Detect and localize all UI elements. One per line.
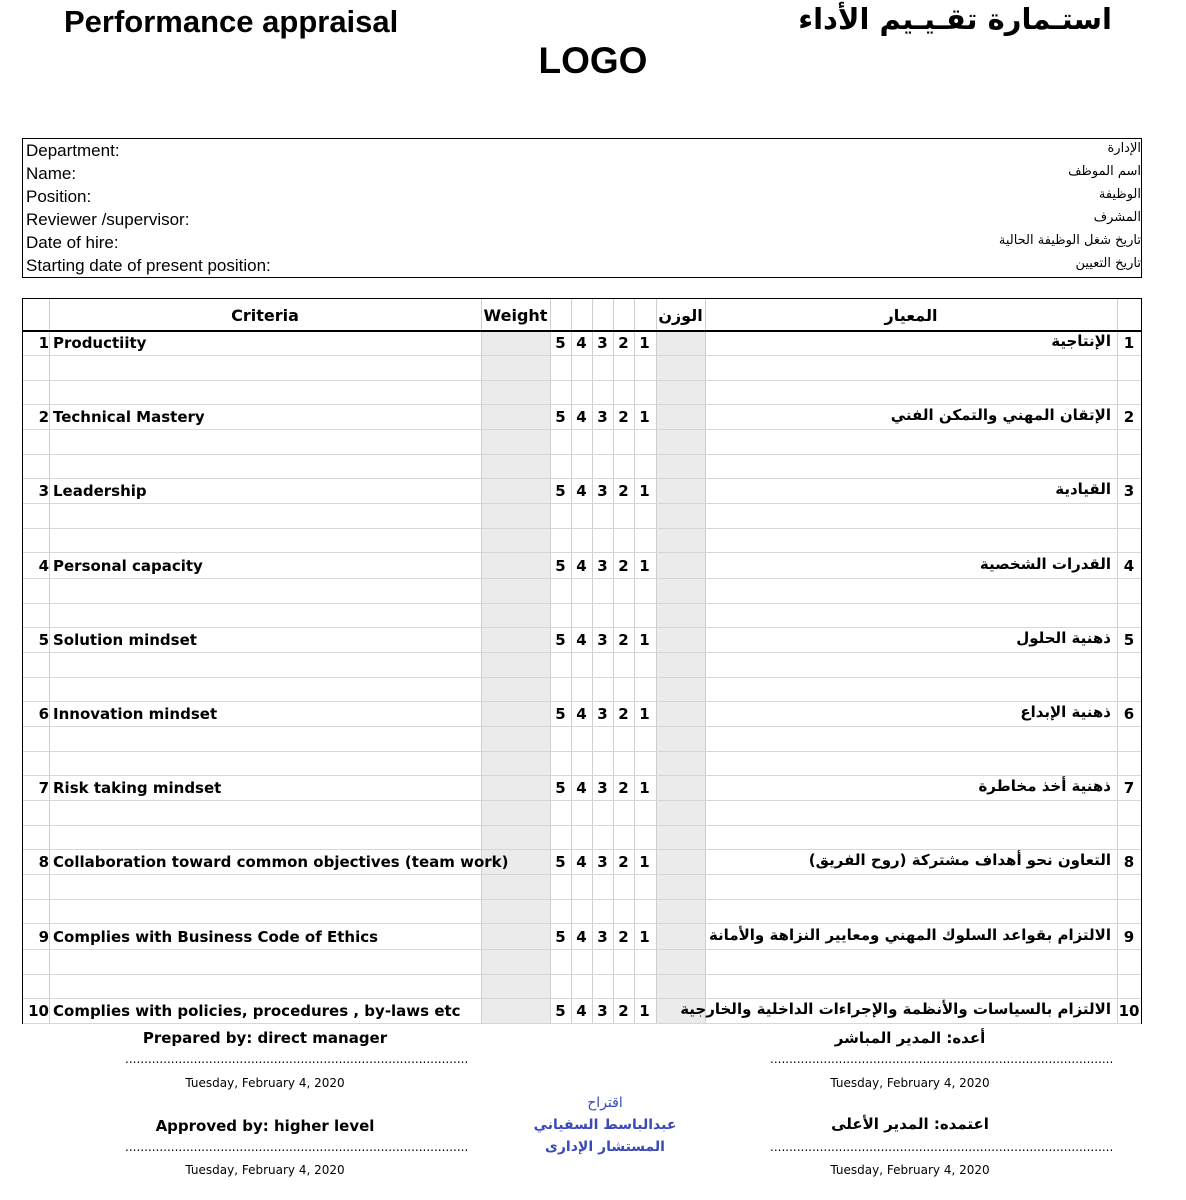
score-option[interactable]: 5 [555, 1001, 566, 1020]
criterion-ar: القدرات الشخصية [979, 554, 1111, 573]
score-option[interactable]: 2 [618, 408, 629, 427]
row-line [23, 429, 1141, 430]
prepared-signature-line-ar: .......................................................................................... [770, 1052, 1114, 1066]
header-criteria-ar: المعيار [884, 305, 938, 325]
score-option[interactable]: 2 [618, 482, 629, 501]
score-option[interactable]: 2 [618, 927, 629, 946]
score-option[interactable]: 4 [576, 853, 587, 872]
info-label-en: Reviewer /supervisor: [26, 210, 190, 229]
criterion-en: Complies with policies, procedures , by-laws etc [53, 1001, 461, 1020]
row-line [23, 528, 1141, 529]
score-option[interactable]: 3 [597, 630, 608, 649]
score-option[interactable]: 1 [639, 927, 650, 946]
score-option[interactable]: 5 [555, 779, 566, 798]
score-option[interactable]: 2 [618, 630, 629, 649]
score-option[interactable]: 3 [597, 705, 608, 723]
score-option[interactable]: 4 [576, 408, 587, 427]
prepared-by-label: Prepared by: direct manager [142, 1029, 388, 1047]
score-option[interactable]: 1 [639, 705, 650, 723]
row-number-ar: 10 [1118, 1001, 1140, 1020]
score-option[interactable]: 4 [576, 482, 587, 501]
row-line [23, 627, 1141, 628]
info-row [23, 162, 1141, 185]
row-number-ar: 2 [1123, 408, 1135, 427]
info-label-en: Name: [26, 164, 77, 183]
criterion-en: Innovation mindset [53, 705, 218, 723]
info-row [23, 139, 1141, 162]
header-weight-ar: الوزن [658, 305, 703, 325]
prepared-by-label-ar: أعده: المدير المباشر [834, 1029, 986, 1047]
score-option[interactable]: 1 [639, 408, 650, 427]
row-number: 5 [38, 630, 49, 649]
row-number: 10 [28, 1001, 49, 1020]
score-option[interactable]: 5 [555, 927, 566, 946]
row-line [23, 454, 1141, 455]
title-arabic: استـمارة تقـيـيم الأداء [798, 2, 1112, 36]
row-number: 6 [38, 705, 49, 723]
row-line [23, 478, 1141, 479]
score-option[interactable]: 3 [597, 1001, 608, 1020]
grid-vline [49, 299, 50, 1023]
row-line [23, 825, 1141, 826]
score-option[interactable]: 1 [639, 853, 650, 872]
row-number-ar: 8 [1123, 853, 1135, 872]
score-option[interactable]: 1 [639, 1001, 650, 1020]
score-option[interactable]: 5 [555, 630, 566, 649]
info-row [23, 208, 1141, 231]
criterion-en: Personal capacity [53, 556, 203, 575]
logo-placeholder: LOGO [538, 40, 648, 81]
row-line [23, 775, 1141, 776]
info-label-ar: اسم الموظف [1068, 164, 1141, 179]
score-option[interactable]: 3 [597, 927, 608, 946]
criterion-ar: الالتزام بقواعد السلوك المهني ومعايير النزاهة والأمانة [708, 925, 1111, 944]
score-option[interactable]: 2 [618, 1001, 629, 1020]
prepared-signature-line: .......................................................................................... [125, 1052, 469, 1066]
score-option[interactable]: 5 [555, 408, 566, 427]
row-number-ar: 9 [1123, 927, 1135, 946]
row-number: 1 [38, 334, 49, 352]
grid-vline [656, 299, 657, 1023]
row-line [23, 404, 1141, 405]
row-line [23, 677, 1141, 678]
grid-vline [481, 299, 482, 1023]
score-option[interactable]: 2 [618, 779, 629, 798]
score-option[interactable]: 1 [639, 779, 650, 798]
stamp-line-2: عبدالباسط السفياني [533, 1117, 677, 1133]
approved-by-label: Approved by: higher level [155, 1117, 375, 1135]
criterion-en: Collaboration toward common objectives (team work) [53, 853, 509, 872]
score-option[interactable]: 3 [597, 482, 608, 501]
criterion-ar: القيادية [1055, 480, 1111, 499]
row-number: 2 [38, 408, 49, 427]
criterion-en: Solution mindset [53, 630, 197, 649]
score-option[interactable]: 5 [555, 705, 566, 723]
row-line [23, 380, 1141, 381]
score-option[interactable]: 1 [639, 630, 650, 649]
author-stamp [520, 1092, 690, 1158]
row-line [23, 923, 1141, 924]
info-label-ar: تاريخ التعيين [1075, 256, 1141, 271]
info-row [23, 254, 1141, 277]
approved-by-label-ar: اعتمده: المدير الأعلى [831, 1115, 989, 1133]
score-option[interactable]: 4 [576, 705, 587, 723]
info-label-en: Department: [26, 141, 120, 160]
row-line [23, 578, 1141, 579]
criterion-ar: ذهنية الإبداع [1020, 703, 1111, 721]
criterion-ar: الالتزام بالسياسات والأنظمة والإجراءات الداخلية والخارجية [680, 999, 1111, 1018]
header-divider [23, 330, 1141, 332]
row-line [23, 701, 1141, 702]
employee-info-box [22, 138, 1142, 278]
info-row [23, 185, 1141, 208]
score-option[interactable]: 3 [597, 779, 608, 798]
header-criteria: Criteria [231, 305, 299, 325]
row-number: 7 [38, 779, 49, 798]
row-number: 9 [38, 927, 49, 946]
row-line [23, 974, 1141, 975]
row-line [23, 874, 1141, 875]
score-option[interactable]: 2 [618, 853, 629, 872]
title-english: Performance appraisal [64, 4, 399, 39]
header-weight: Weight [483, 305, 548, 325]
row-line [23, 899, 1141, 900]
score-option[interactable]: 2 [618, 334, 629, 352]
approved-date: Tuesday, February 4, 2020 [185, 1163, 345, 1177]
info-label-en: Date of hire: [26, 233, 119, 252]
row-line [23, 503, 1141, 504]
score-option[interactable]: 3 [597, 408, 608, 427]
row-number-ar: 7 [1123, 779, 1135, 798]
row-number-ar: 3 [1123, 482, 1135, 501]
row-line [23, 355, 1141, 356]
info-label-ar: المشرف [1093, 210, 1141, 225]
score-option[interactable]: 1 [639, 482, 650, 501]
row-line [23, 751, 1141, 752]
approved-signature-line: .......................................................................................... [125, 1140, 469, 1154]
score-option[interactable]: 2 [618, 556, 629, 575]
approved-signature-line-ar: .......................................................................................... [770, 1140, 1114, 1154]
row-line [23, 652, 1141, 653]
criterion-ar: ذهنية أخذ مخاطرة [978, 777, 1111, 796]
row-number-ar: 1 [1123, 334, 1135, 352]
score-option[interactable]: 5 [555, 853, 566, 872]
score-option[interactable]: 5 [555, 334, 566, 352]
criterion-en: Complies with Business Code of Ethics [53, 927, 379, 946]
score-option[interactable]: 2 [618, 705, 629, 723]
row-number: 3 [38, 482, 49, 501]
row-line [23, 726, 1141, 727]
score-option[interactable]: 3 [597, 334, 608, 352]
info-label-en: Starting date of present position: [26, 256, 271, 275]
info-label-en: Position: [26, 187, 92, 206]
row-line [23, 800, 1141, 801]
score-option[interactable]: 5 [555, 482, 566, 501]
score-option[interactable]: 3 [597, 556, 608, 575]
score-option[interactable]: 4 [576, 927, 587, 946]
row-line [23, 552, 1141, 553]
score-option[interactable]: 3 [597, 853, 608, 872]
score-option[interactable]: 4 [576, 334, 587, 352]
criterion-ar: التعاون نحو أهداف مشتركة (روح الفريق) [808, 851, 1111, 870]
score-option[interactable]: 4 [576, 779, 587, 798]
criterion-en: Leadership [53, 482, 147, 501]
row-line [23, 949, 1141, 950]
score-option[interactable]: 4 [576, 556, 587, 575]
criteria-table [22, 298, 1142, 1024]
score-option[interactable]: 1 [639, 334, 650, 352]
criterion-en: Technical Mastery [53, 408, 205, 427]
stamp-line-1: اقتراح [587, 1095, 623, 1111]
score-option[interactable]: 1 [639, 556, 650, 575]
prepared-date-ar: Tuesday, February 4, 2020 [830, 1076, 990, 1090]
prepared-date: Tuesday, February 4, 2020 [185, 1076, 345, 1090]
info-label-ar: تاريخ شغل الوظيفة الحالية [998, 233, 1141, 248]
score-option[interactable]: 4 [576, 1001, 587, 1020]
row-line [23, 1023, 1141, 1024]
criterion-ar: ذهنية الحلول [1016, 628, 1111, 647]
grid-vline [705, 299, 706, 1023]
row-number-ar: 5 [1123, 630, 1135, 649]
row-number: 4 [38, 556, 49, 575]
criterion-ar: الإنتاجية [1051, 332, 1111, 350]
info-label-ar: الوظيفة [1098, 187, 1141, 202]
criterion-ar: الإتقان المهني والتمكن الفني [890, 406, 1111, 425]
row-number: 8 [38, 853, 49, 872]
row-line [23, 603, 1141, 604]
stamp-line-3: المستشار الإدارى [545, 1139, 665, 1155]
row-number-ar: 4 [1123, 556, 1135, 575]
criterion-en: Risk taking mindset [53, 779, 222, 798]
score-option[interactable]: 4 [576, 630, 587, 649]
info-row [23, 231, 1141, 254]
row-number-ar: 6 [1123, 705, 1135, 723]
criterion-en: Productiity [53, 334, 147, 352]
score-option[interactable]: 5 [555, 556, 566, 575]
info-label-ar: الإدارة [1107, 141, 1141, 156]
row-line [23, 998, 1141, 999]
approved-date-ar: Tuesday, February 4, 2020 [830, 1163, 990, 1177]
